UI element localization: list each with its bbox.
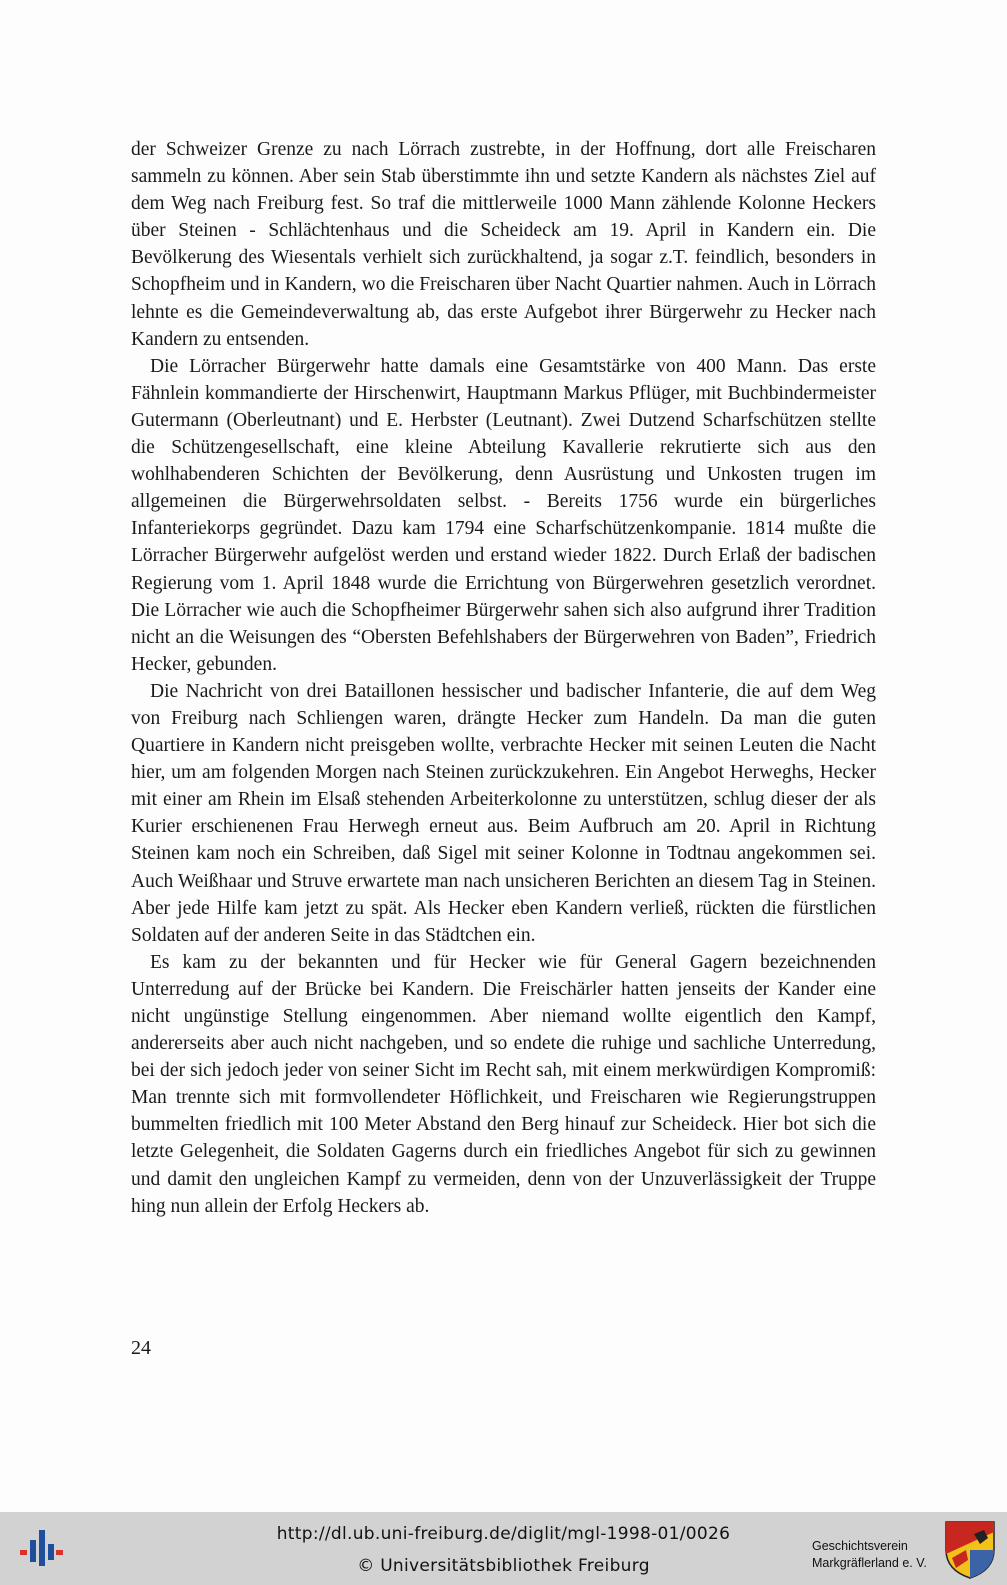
body-text <box>131 136 876 1220</box>
paragraph-1: der Schweizer Grenze zu nach Lörrach zustrebte, in der Hoffnung, dort alle Freischaren sammeln zu können. Aber sein Stab überstimmte ihn und setzte Kandern als nächstes Ziel auf dem Weg nach Freiburg fest. So traf die mittlerweile 1000 Mann zählende Kolonne Heckers über Steinen - Schlächtenhaus und die Scheideck am 19. April in Kandern ein. Die Bevölkerung des Wiesentals verhielt sich zurückhaltend, ja sogar z.T. feindlich, besonders in Schopfheim und in Kandern, wo die Freischaren über Nacht Quartier nahmen. Auch in Lörrach lehnte es die Gemeindeverwaltung ab, das erste Aufgebot ihrer Bürgerwehr zu Hecker nach Kandern zu entsenden. <box>131 139 876 350</box>
page-number: 24 <box>131 1337 151 1359</box>
footer-bar <box>0 1512 1007 1585</box>
paragraph-2: Die Lörracher Bürgerwehr hatte damals eine Gesamtstärke von 400 Mann. Das erste Fähnlein kommandierte der Hirschenwirt, Hauptmann Markus Pflüger, mit Buchbindermeister Gutermann (Oberleutnant) und E. Herbster (Leutnant). Zwei Dutzend Scharfschützen stellte die Schützengesellschaft, eine kleine Abteilung Kavallerie rekrutierte sich aus den wohlhabenderen Schichten der Bevölkerung, denn Ausrüstung und Unkosten trugen im allgemeinen die Bürgerwehrsoldaten selbst. - Bereits 1756 wurde ein bürgerliches Infanteriekorps gegründet. Dazu kam 1794 eine Scharfschützenkompanie. 1814 mußte die Lörracher Bürgerwehr aufgelöst werden und erstand wieder 1822. Durch Erlaß der badischen Regierung vom 1. April 1848 wurde die Errichtung von Bürgerwehren gesetzlich verordnet. Die Lörracher wie auch die Schopfheimer Bürgerwehr sahen sich also aufgrund ihrer Tradition nicht an die Weisungen des “Obersten Befehlshabers der Bürgerwehren von Baden”, Friedrich Hecker, gebunden. <box>131 355 876 675</box>
footer-copyright: © Universitätsbibliothek Freiburg <box>357 1556 650 1576</box>
society-crest-icon <box>944 1520 996 1580</box>
society-line-1: Geschichtsverein <box>812 1539 908 1553</box>
paragraph-3: Die Nachricht von drei Bataillonen hessischer und badischer Infanterie, die auf dem Weg von Freiburg nach Schliengen waren, drängte Hecker zum Handeln. Da man die guten Quartiere in Kandern nicht preisgeben wollte, verbrachte Hecker mit seinen Leuten die Nacht hier, um am folgenden Morgen nach Steinen zurückzukehren. Ein Angebot Herweghs, Hecker mit einer am Rhein im Elsaß stehenden Arbeiterkolonne zu unterstützen, schlug dieser der als Kurier erschienenen Frau Herwegh erneut aus. Beim Aufbruch am 20. April in Richtung Steinen kam noch ein Schreiben, daß Sigel mit seiner Kolonne in Todtnau angekommen sei. Auch Weißhaar und Struve erwartete man nach unsicheren Berichten an diesem Tag in Steinen. Aber jede Hilfe kam jetzt zu spät. Als Hecker eben Kandern verließ, rückten die fürstlichen Soldaten auf der anderen Seite in das Städtchen ein. <box>131 680 876 946</box>
society-line-2: Markgräflerland e. V. <box>812 1556 927 1570</box>
footer-url-link[interactable]: http://dl.ub.uni-freiburg.de/diglit/mgl-1998-01/0026 <box>276 1524 731 1544</box>
paragraph-4: Es kam zu der bekannten und für Hecker wie für General Gagern bezeichnenden Unterredung auf der Brücke bei Kandern. Die Freischärler hatten jenseits der Kander eine nicht ungünstige Stellung eingenommen. Aber niemand wollte eigentlich den Kampf, andererseits aber auch nicht nachgeben, und so endete die ruhige und sachliche Unterredung, bei der sich jedoch jeder von seiner Sicht im Recht sah, mit einem merkwürdigen Kompromiß: Man trennte sich mit formvollendeter Höflichkeit, und Freischaren wie Regierungstruppen bummelten friedlich mit 100 Meter Abstand den Berg hinauf zur Scheideck. Hier bot sich die letzte Gelegenheit, die Soldaten Gagerns durch ein friedliches Angebot für sich zu gewinnen und damit den ungleichen Kampf zu vermeiden, denn von der Unzuverlässigkeit der Truppe hing nun allein der Erfolg Heckers ab. <box>131 951 876 1217</box>
society-name <box>812 1538 942 1572</box>
